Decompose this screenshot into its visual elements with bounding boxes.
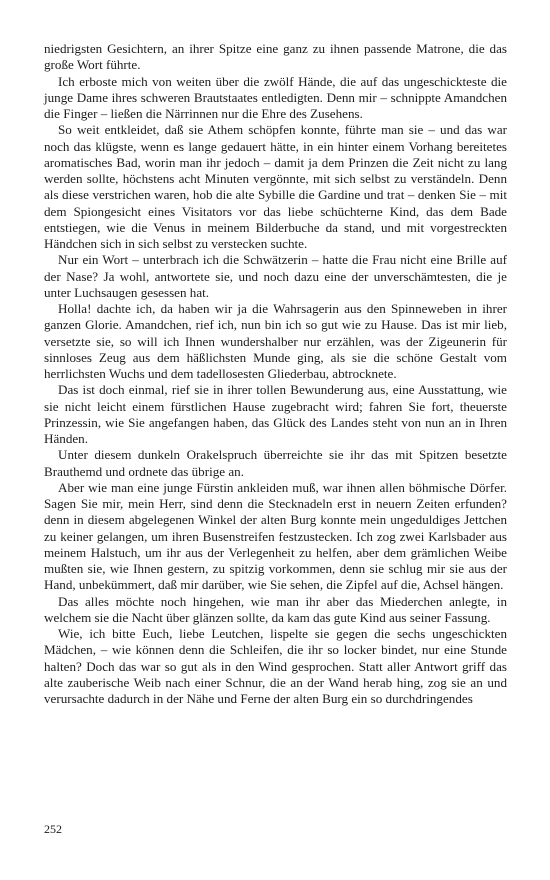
- paragraph: Ich erboste mich von weiten über die zwölf Hände, die auf das ungeschickteste die junge Dame ihres schweren Brautstaates entledigten. Denn mir – schnippte Amandchen die Finger – ließen die Närrinnen nur die Ehre des Zusehens.: [44, 73, 507, 121]
- paragraph: Wie, ich bitte Euch, liebe Leutchen, lispelte sie gegen die sechs ungeschickten Mädchen, – wie können denn die Schleifen, die ihr so locker bindet, nur eine Stunde halten? Doch das war so gut als in den Wind gesprochen. Statt aller Antwort griff das alte zauberische Weib nach einer Schnur, die an der Wand herab hing, zog sie an und verursachte dadurch in der Nähe und Ferne der alten Burg ein so durchdringendes: [44, 626, 507, 706]
- paragraph: Unter diesem dunkeln Orakelspruch überreichte sie ihr das mit Spitzen besetzte Brauthemd und ordnete das übrige an.: [44, 447, 507, 479]
- paragraph: Nur ein Wort – unterbrach ich die Schwätzerin – hatte die Frau nicht eine Brille auf der Nase? Ja wohl, antwortete sie, und noch dazu eine der unverschämtesten, die je unter Luchsaugen gesessen hat.: [44, 252, 507, 300]
- page-number: 252: [44, 822, 62, 836]
- paragraph: So weit entkleidet, daß sie Athem schöpfen konnte, führte man sie – und das war noch das klügste, wenn es lange gedauert hätte, in ein hinter einem Vorhang bereitetes aromatisches Bad, worin man ihr jedoch – damit ja dem Prinzen die Zeit nicht zu lang werden sollte, höchstens acht Minuten vergönnte, mit sich selbst zu verständeln. Denn als diese verstrichen waren, hob die alte Sybille die Gardine und trat – denken Sie – mit dem Spiongesicht eines Visitators vor das liebe schüchterne Kind, das dem Bade entstiegen, wie die Venus in meinem Bilderbuche da stand, und mit vorgestreckten Händchen sich in sich selbst zu verstecken suchte.: [44, 122, 507, 251]
- paragraph: Das alles möchte noch hingehen, wie man ihr aber das Miederchen anlegte, in welchem sie die Nacht über glänzen sollte, da kam das gute Kind aus seiner Fassung.: [44, 593, 507, 625]
- paragraph: Holla! dachte ich, da haben wir ja die Wahrsagerin aus den Spinneweben in ihrer ganzen Glorie. Amandchen, rief ich, nun bin ich so gut wie zu Hause. Das ist mir lieb, versetzte sie, so will ich Ihnen wundershalber nur erzählen, was der Zigeunerin für sinnloses Zeug aus dem häßlichsten Munde ging, als sie die schöne Gestalt vom herrlichsten Wuchs und dem tadellosesten Gliederbau, abtrocknete.: [44, 301, 507, 381]
- book-page-text: [44, 41, 507, 707]
- paragraph-continued: niedrigsten Gesichtern, an ihrer Spitze eine ganz zu ihnen passende Matrone, die das große Wort führte.: [44, 41, 507, 73]
- paragraph: Aber wie man eine junge Fürstin ankleiden muß, war ihnen allen böhmische Dörfer. Sagen Sie mir, mein Herr, sind denn die Stecknadeln erst in neuern Zeiten erfunden? denn in diesem abgelegenen Winkel der alten Burg konnte mein ungeduldiges Jettchen zu keiner gelangen, um ihren Busenstreifen festzustecken. Ich zog zwei Karlsbader aus meinem Halstuch, um ihr aus der Verlegenheit zu helfen, aber dem grämlichen Weibe mußten sie, wie Ihnen gestern, zu spitzig vorkommen, denn sie schlug mir sie aus der Hand, unbekümmert, daß mir darüber, wie Sie sehen, die Zipfel auf die, Achsel hängen.: [44, 479, 507, 593]
- paragraph: Das ist doch einmal, rief sie in ihrer tollen Bewunderung aus, eine Ausstattung, wie sie nicht leicht einem fürstlichen Hause zugebracht wird; fahren Sie fort, theuerste Prinzessin, wie Sie angefangen haben, das Glück des Landes steht von nun an in Ihren Händen.: [44, 382, 507, 446]
